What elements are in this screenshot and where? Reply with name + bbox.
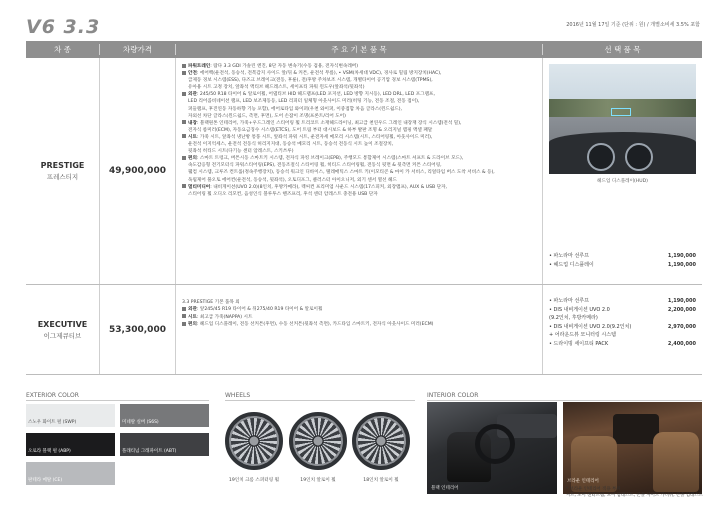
feature-text: : 블랙원톤 인테리어, 가죽+우드그레인 스티어링 휠 트리코트 소재헤드라이닝, 최고급 천연우드 그레인 내장재 장식 시스템(전석 밀), xyxy=(196,120,462,126)
color-swatch-label: 오로라 블랙 펄 (ABP) xyxy=(28,449,71,454)
option-label: • DIS 내비게이션 UVO 2.0 xyxy=(549,306,610,313)
interior-title: INTERIOR COLOR xyxy=(427,392,479,399)
bullet-square-icon xyxy=(182,64,186,68)
bullet-square-icon xyxy=(182,156,186,160)
wheel-19-chrome-image xyxy=(225,412,283,470)
option-label: (9.2인치, 후방카메라) xyxy=(549,315,598,321)
feature-text: : 에어백(운전석, 동승석, 전복감지 사이드 앞/뒤 & 커튼, 운전석 무릎), • VSM(차세대 VDC), 경사로 밀림 방지장치(HAC), xyxy=(196,71,442,77)
option-label: • 파노라마 선루프 xyxy=(549,298,589,304)
wheel-caption: 18인치 알로이 휠 xyxy=(363,478,399,483)
bullet-square-icon xyxy=(182,134,186,138)
trim-name-ko: 프레스티지 xyxy=(46,173,79,181)
feature-text: : 최고급 가죽(NAPPA) 시트 xyxy=(196,314,253,320)
feature-category: 외관 xyxy=(188,92,197,98)
feature-text: 속도감응형 전기모터식 파워스티어링(EPS), 전동조절식 스티어링 휠, 히티드 스티어링휠, 전동식 뒷면 & 뒷측면 커튼 스티어링, xyxy=(188,163,442,169)
feature-category: 편의 xyxy=(188,156,197,162)
feature-text: : 람다 3.3 GDI 가솔린 엔진, 8단 자동 변속기(수동 겸용, 전자식변속레버) xyxy=(210,64,359,69)
color-swatch-label: 미네랄 실버 (S6S) xyxy=(122,420,159,425)
option-price: 2,200,000 xyxy=(667,306,696,313)
price-table xyxy=(26,41,702,375)
feature-list xyxy=(176,58,543,284)
option-list xyxy=(549,297,696,348)
trim-price: 49,900,000 xyxy=(100,58,176,284)
divider xyxy=(225,400,415,401)
feature-line xyxy=(182,306,536,313)
option-cell xyxy=(543,58,702,284)
divider xyxy=(26,400,209,401)
color-swatch xyxy=(26,404,115,427)
feature-line xyxy=(182,127,536,134)
bullet-square-icon xyxy=(182,184,186,188)
feature-category: 파워트레인 xyxy=(188,64,211,69)
color-swatch xyxy=(26,462,115,485)
feature-line xyxy=(182,155,536,162)
brand-logo: V6 3.3 xyxy=(26,16,101,38)
interior-label: 브라운 인테리어 xyxy=(567,479,599,484)
divider xyxy=(427,400,702,401)
option-label: • 드라이빙 세이프티 PACK xyxy=(549,340,609,347)
trim-price: 53,300,000 xyxy=(100,285,176,374)
trim-name-en: PRESTIGE xyxy=(40,161,85,170)
wheel-19-alloy-image xyxy=(289,412,347,470)
col-header-features: 주 요 기 본 품 목 xyxy=(176,44,543,55)
feature-line xyxy=(182,63,536,70)
bullet-square-icon xyxy=(182,307,186,311)
feature-text: 급제동 경보 시스템(ESS), 다즈크 브레이크(전동, 후륜), 전/후방 주차보조 시스템, 개별타이어 공기압 경보 시스템(TPMS), xyxy=(188,78,433,84)
wheel-18-alloy-image xyxy=(352,412,410,470)
feature-line xyxy=(182,177,536,184)
feature-text: : 내비게이션(UVO 2.0)(8인치, 후방카메라), 렉씨컨 프리미엄 사운드 시스템(17스피커, 외장앰프), AUX & USB 단자, xyxy=(210,184,447,190)
bullet-square-icon xyxy=(182,92,186,96)
interior-label: 블랙 인테리어 xyxy=(431,486,459,491)
trim-cell xyxy=(26,58,100,284)
feature-line xyxy=(182,84,536,91)
feature-line xyxy=(182,148,536,155)
option-item xyxy=(549,331,696,340)
feature-line xyxy=(182,70,536,77)
interior-note-text: 시트, 도어 센터트림, 도어 암레스트, 콘솔 사이드 가니쉬, 콘솔 암레스트 xyxy=(566,493,703,498)
color-swatch xyxy=(120,433,209,456)
feature-text: 운전석 이지억세스, 운전석 전동식 허리지지대, 동승석 메모리 시트, 동승석 전동식 시트 높이 조절장치, xyxy=(188,142,394,148)
feature-text: : 스마트 트렁크, 버튼시동 스마트키 시스템, 전자식 파킹 브레이크(EPB), 주행모드 통합제어 시스템(스마트 셔프트 & 드라이브 모드), xyxy=(196,156,464,162)
feature-category: 멀티미디어 xyxy=(188,184,211,190)
option-item xyxy=(549,297,696,306)
col-header-trim: 차 종 xyxy=(26,44,100,55)
feature-line xyxy=(182,91,536,98)
color-swatch-label: 판테라 메탈 (CE) xyxy=(28,478,63,483)
bullet-square-icon xyxy=(182,120,186,124)
trim-name-en: EXECUTIVE xyxy=(37,319,88,329)
feature-intro: 3.3 PRESTIGE 기본 품목 외 xyxy=(182,300,240,305)
option-price: 1,190,000 xyxy=(667,298,696,304)
feature-text: : 가죽 시트, 앞좌석 냉난방 통풍 시트, 앞좌석 파워 시트, 운전자세 메모리 시스템(시트, 스티어링휠, 아웃사이드 미러), xyxy=(196,134,433,140)
feature-text: 웰컴 시스템, 크루즈 컨트롤(정속주행장치), 동승석 워크인 디바이스, 텔레매틱스 스마트 키(이모티콘 & 마이 카 서비스, 리얼타임 버스 도착 서비스 & 등), xyxy=(188,170,495,176)
feature-line xyxy=(182,169,536,176)
feature-line xyxy=(182,162,536,169)
feature-line xyxy=(182,314,536,321)
table-header xyxy=(26,41,702,58)
option-price: 1,190,000 xyxy=(667,262,696,268)
feature-text: LED 리어콤비네이션 램프, LED 보조제동등, LED 리피터 일체형 아웃사이드 미러(히팅 기능, 전동 조절, 전동 접이), xyxy=(188,99,420,105)
brown-interior-photo xyxy=(563,402,702,494)
gauge-icon xyxy=(625,143,653,171)
feature-line xyxy=(182,134,536,141)
trim-name-ko: 이그제큐티브 xyxy=(43,331,82,340)
feature-text: 독립제어 풀오토 에어컨(운전석, 동승석, 뒷좌석), 오토디포그, 클러스터 아이오니저, 외기 센서 열선 헤드 xyxy=(188,177,397,183)
feature-line xyxy=(182,141,536,148)
feature-category: 안전 xyxy=(188,71,197,77)
interior-note xyxy=(566,487,703,499)
option-label: • DIS 내비게이션 UVO 2.0(9.2인치) xyxy=(549,323,632,330)
bullet-square-icon xyxy=(182,71,186,75)
color-swatch-label: 플래티넘 그래파이트 (ABT) xyxy=(122,449,177,454)
feature-text: 스티어링 휠 오디오 리모컨, 음성인식 블루투스 핸즈프리, 후석 센터 암레스트 충전용 USB 단자 xyxy=(188,191,378,197)
table-row-prestige xyxy=(26,58,702,285)
option-price: 2,400,000 xyxy=(667,340,696,347)
color-swatch xyxy=(120,404,209,427)
feature-text: : 245/50 R18 타이어 & 알로이휠, 어댑티브 HID 헤드램프(LED 포지션, LED 방향 지시등), LED DRL, LED 포그램프, xyxy=(196,92,435,98)
feature-text: : 앞245/45 R19 타이어 & 뒤275/40 R19 타이어 & 알로이휠 xyxy=(196,307,323,313)
col-header-price: 차량가격 xyxy=(100,44,176,55)
option-label: • 헤드업 디스플레이 xyxy=(549,262,594,268)
price-basis-note: 2016년 11월 17일 기준 (단위 : 원) / 개별소비세 3.5% 포함 xyxy=(566,22,700,28)
interior-note-title: * 브라운 인테리어 적용 부위 xyxy=(566,487,621,492)
bullet-square-icon xyxy=(182,322,186,326)
wheel-caption: 19인치 크롬 스퍼터링 휠 xyxy=(228,478,280,483)
feature-category: 내장 xyxy=(188,120,197,126)
hud-caption: 헤드업 디스플레이(HUD) xyxy=(597,179,648,184)
feature-line xyxy=(182,321,536,328)
feature-text: 유아용 시트 고정 장치, 앞좌석 액티브 헤드레스트, 세이프티 파워 윈도우(앞좌석/뒷좌석) xyxy=(188,85,365,91)
option-price: 2,970,000 xyxy=(667,323,696,330)
option-item xyxy=(549,340,696,349)
wheels-title: WHEELS xyxy=(225,392,251,399)
hud-projection-icon xyxy=(611,108,631,116)
feature-text: 뒷좌석 히티드 시트(다기능 센터 암레스트, 스키쓰루) xyxy=(188,149,294,155)
feature-text: 퍼들램프, 후진연동 자동하향 기능 포함), 에어로타입 와이퍼(우천 와이퍼, 이중접합 차음 글라스(윈드쉴드), xyxy=(188,106,402,112)
hud-photo xyxy=(549,64,696,174)
feature-line xyxy=(182,191,536,198)
option-label: • 파노라마 선루프 xyxy=(549,253,589,259)
wheel-caption: 19인치 알로이 휠 xyxy=(300,478,336,483)
feature-line xyxy=(182,184,536,191)
trim-cell xyxy=(26,285,100,374)
table-row-executive xyxy=(26,285,702,375)
feature-line xyxy=(182,77,536,84)
feature-line xyxy=(182,113,536,120)
bullet-square-icon xyxy=(182,314,186,318)
option-item xyxy=(549,261,696,270)
option-list xyxy=(549,252,696,270)
col-header-options: 선 택 품 목 xyxy=(604,45,641,54)
option-item xyxy=(549,323,696,332)
feature-list xyxy=(176,285,543,374)
feature-line xyxy=(182,98,536,105)
option-cell xyxy=(543,285,702,374)
option-item xyxy=(549,252,696,261)
option-item xyxy=(549,306,696,315)
feature-line xyxy=(182,120,536,127)
exterior-title: EXTERIOR COLOR xyxy=(26,392,79,399)
steering-wheel-icon xyxy=(475,424,515,464)
option-price: 1,190,000 xyxy=(667,253,696,259)
feature-text: 자외선 차단 글라스(윈드쉴드, 측면, 후면), 도어 손잡이 조명(프론트/리어 도어) xyxy=(188,113,346,119)
feature-category: 외관 xyxy=(188,307,197,313)
option-item xyxy=(549,314,696,323)
black-interior-photo xyxy=(427,402,557,494)
feature-category: 시트 xyxy=(188,134,197,140)
gauge-icon xyxy=(587,143,615,171)
feature-category: 시트 xyxy=(188,314,197,320)
option-label: + 어라운드뷰 모니터링 시스템 xyxy=(549,332,616,338)
feature-text: : 헤드업 디스플레이, 전동 선커튼(후면), 수동 선커튼(뒷좌석 측면), 카드타입 스마트키, 전자식 아웃사이드 미러(ECM) xyxy=(196,322,434,328)
feature-line xyxy=(182,106,536,113)
color-swatch-label: 스노우 화이트 펄 (SWP) xyxy=(28,420,77,425)
color-swatch xyxy=(26,433,115,456)
feature-category: 편의 xyxy=(188,322,197,328)
feature-text: 전자식 룸미러(ECM), 자동요금징수 시스템(ETCS), 도어 트림 부터 대시보드 & 하부 발판 조명 & 오리지널 랩핑 액셀 패달 xyxy=(188,127,433,133)
